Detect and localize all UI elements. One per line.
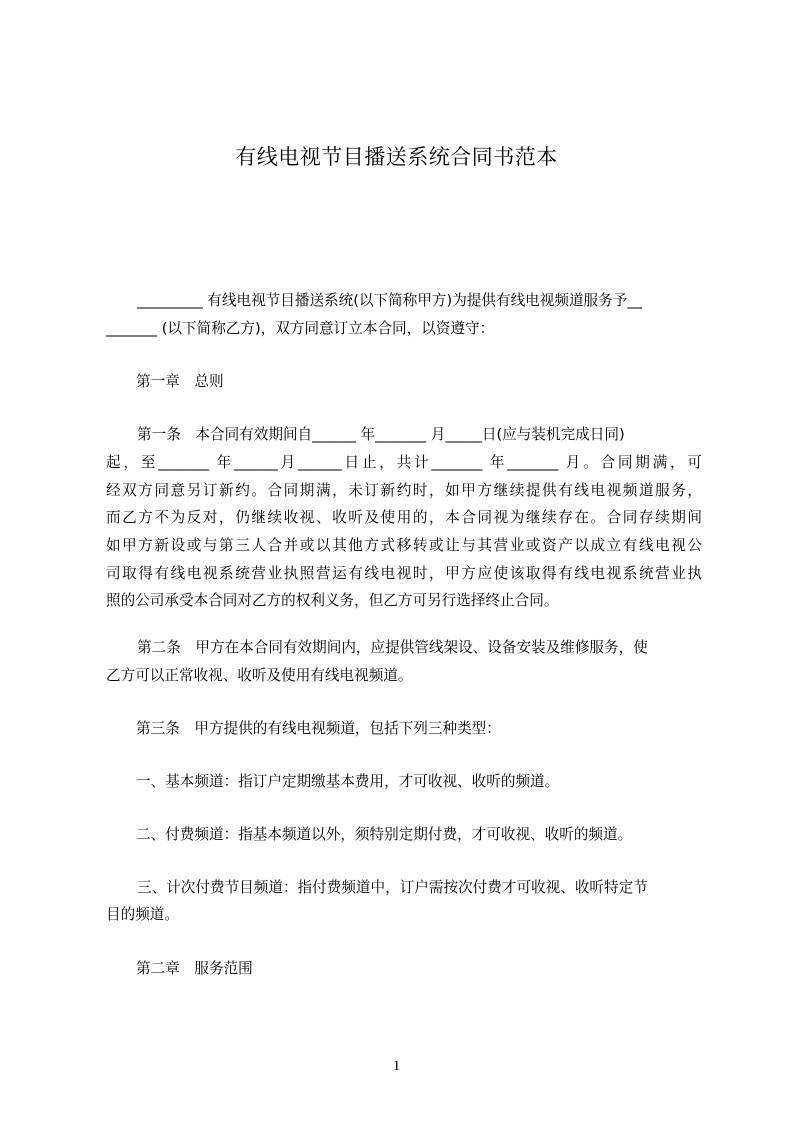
item-3-line-1: 三、计次付费节目频道：指付费频道中，订户需按次付费才可收视、收听特定节: [137, 879, 648, 896]
article-1-line-5: 如甲方新设或与第三人合并或以其他方式移转或让与其营业或资产以成立有线电视公: [106, 537, 702, 554]
chapter-1-heading: 第一章 总则: [136, 373, 224, 390]
item-2-pay-channel: 二、付费频道：指基本频道以外，须特别定期付费，才可收视、收听的频道。: [136, 826, 633, 843]
item-3-line-2: 目的频道。: [106, 906, 179, 923]
article-2-line-2: 乙方可以正常收视、收听及使用有线电视频道。: [106, 667, 413, 684]
item-1-basic-channel: 一、基本频道：指订户定期缴基本费用，才可收视、收听的频道。: [136, 773, 560, 790]
article-1-line-3: 经双方同意另订新约。合同期满，未订新约时，如甲方继续提供有线电视频道服务，: [106, 482, 702, 499]
intro-line-1: _________ 有线电视节目播送系统(以下简称甲方)为提供有线电视频道服务予__: [137, 292, 642, 309]
article-1-line-1: 第一条 本合同有效期间自______ 年_______ 月_____日(应与装机完成日同): [137, 426, 625, 443]
article-1-line-2: 起，至_______ 年______月______日止，共计_______ 年_______ 月。合同期满，可: [106, 454, 702, 471]
chapter-2-heading: 第二章 服务范围: [136, 960, 253, 977]
document-title: 有线电视节目播送系统合同书范本: [235, 145, 558, 169]
article-1-line-6: 司取得有线电视系统营业执照营运有线电视时，甲方应使该取得有线电视系统营业执: [106, 565, 702, 582]
article-1-line-7: 照的公司承受本合同对乙方的权利义务，但乙方可另行选择终止合同。: [106, 592, 559, 609]
article-1-line-4: 而乙方不为反对，仍继续收视、收听及使用的，本合同视为继续存在。合同存续期间: [106, 509, 702, 526]
page-number: 1: [392, 1058, 401, 1074]
intro-line-2: _______ (以下简称乙方)，双方同意订立本合同，以资遵守：: [106, 320, 495, 337]
article-2-line-1: 第二条 甲方在本合同有效期间内，应提供管线架设、设备安装及维修服务，使: [137, 639, 648, 656]
article-3: 第三条 甲方提供的有线电视频道，包括下列三种类型：: [136, 720, 501, 737]
